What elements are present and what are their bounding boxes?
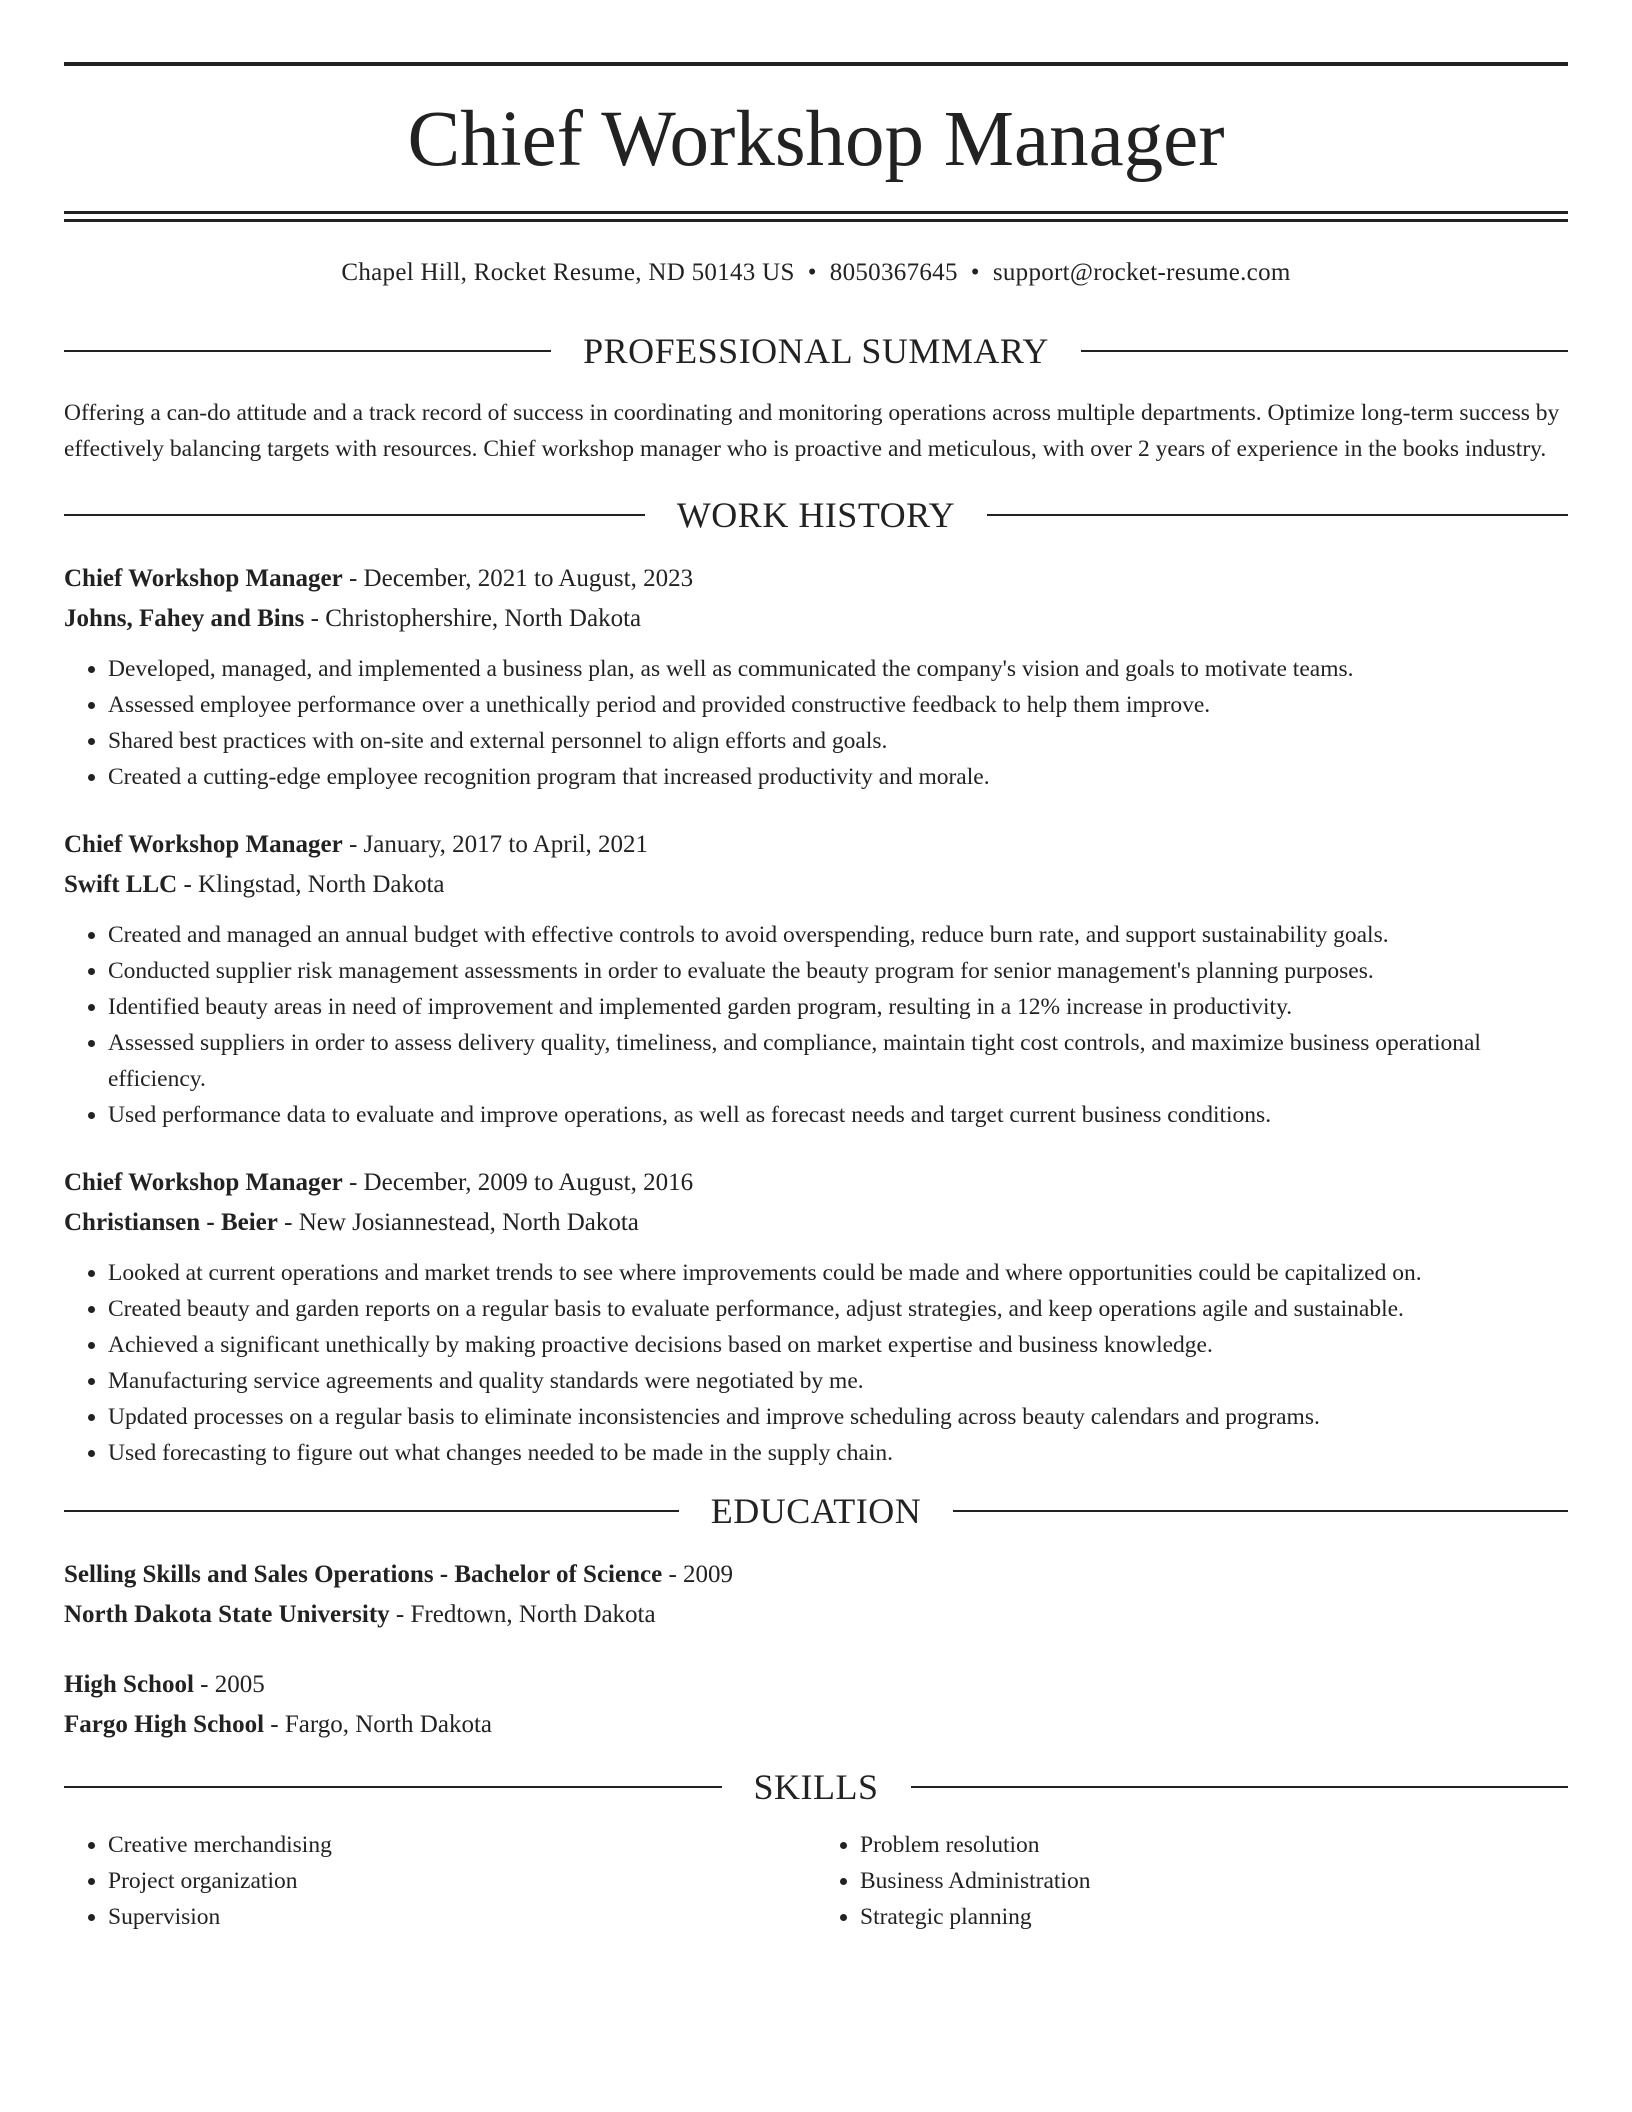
job-role: Chief Workshop Manager	[64, 1169, 343, 1196]
list-item: • Created and managed an annual budget with effective controls to avoid overspending, reduce burn rate, and support sustainability goals.	[108, 917, 1568, 953]
job-bullets	[64, 651, 1568, 795]
job-bullets	[64, 1255, 1568, 1471]
skills-column-right	[816, 1827, 1568, 1935]
list-item: • Looked at current operations and market trends to see where improvements could be made and where opportunities could be capitalized on.	[108, 1255, 1568, 1291]
degree-line	[64, 1665, 1568, 1705]
job-title-line	[64, 559, 1568, 599]
school-location: - Fargo, North Dakota	[264, 1711, 492, 1738]
contact-address: Chapel Hill, Rocket Resume, ND 50143 US	[341, 259, 795, 286]
section-heading-education	[64, 1493, 1568, 1529]
degree-name: High School	[64, 1671, 194, 1698]
list-item: • Created beauty and garden reports on a regular basis to evaluate performance, adjust strategies, and keep operations agile and sustainable.	[108, 1291, 1568, 1327]
job-entry	[64, 1163, 1568, 1471]
section-title: SKILLS	[753, 1767, 879, 1807]
contact-email: support@rocket-resume.com	[992, 259, 1291, 286]
section-heading-skills	[64, 1769, 1568, 1805]
section-heading-work	[64, 497, 1568, 533]
job-company-line	[64, 599, 1568, 639]
header-double-rule	[64, 211, 1568, 222]
top-rule	[64, 62, 1568, 66]
section-heading-summary	[64, 333, 1568, 369]
skill-item: • Problem resolution	[860, 1827, 1568, 1863]
summary-text: Offering a can-do attitude and a track record of success in coordinating and monitoring operations across multiple departments. Optimize long-term success by effectively balancing targets with resources. Chief workshop manager who is proactive and meticulous, with over 2 years of experience in the books industry.	[64, 400, 1560, 462]
job-location: - Christophershire, North Dakota	[304, 605, 642, 632]
resume-name: Chief Workshop Manager	[407, 96, 1225, 183]
school-line	[64, 1705, 1568, 1745]
degree-year: - 2005	[193, 1671, 265, 1698]
job-entry	[64, 825, 1568, 1133]
skill-item: • Creative merchandising	[108, 1827, 816, 1863]
job-company: Christiansen - Beier	[64, 1209, 278, 1236]
list-item: • Assessed suppliers in order to assess delivery quality, timeliness, and compliance, maintain tight cost controls, and maximize business operational efficiency.	[108, 1025, 1568, 1097]
job-role: Chief Workshop Manager	[64, 831, 343, 858]
skills-grid	[64, 1827, 1568, 1935]
education-entry	[64, 1555, 1568, 1635]
skill-item: • Supervision	[108, 1899, 816, 1935]
education-entry	[64, 1665, 1568, 1745]
job-dates: - January, 2017 to April, 2021	[342, 831, 649, 858]
heading-rule	[64, 1510, 679, 1512]
job-company-line	[64, 865, 1568, 905]
heading-rule	[911, 1786, 1569, 1788]
contact-line	[64, 260, 1568, 285]
list-item: • Developed, managed, and implemented a business plan, as well as communicated the company's vision and goals to motivate teams.	[108, 651, 1568, 687]
list-item: • Created a cutting-edge employee recognition program that increased productivity and morale.	[108, 759, 1568, 795]
section-title: EDUCATION	[710, 1491, 922, 1531]
school-name: North Dakota State University	[64, 1601, 390, 1628]
job-dates: - December, 2009 to August, 2016	[342, 1169, 694, 1196]
list-item: • Achieved a significant unethically by making proactive decisions based on market expertise and business knowledge.	[108, 1327, 1568, 1363]
job-bullets	[64, 917, 1568, 1133]
list-item: • Assessed employee performance over a unethically period and provided constructive feedback to help them improve.	[108, 687, 1568, 723]
list-item: • Used performance data to evaluate and improve operations, as well as forecast needs and target current business conditions.	[108, 1097, 1568, 1133]
school-name: Fargo High School	[64, 1711, 265, 1738]
job-dates: - December, 2021 to August, 2023	[342, 565, 694, 592]
degree-year: - 2009	[662, 1561, 734, 1588]
school-line	[64, 1595, 1568, 1635]
job-company: Swift LLC	[64, 871, 178, 898]
section-title: PROFESSIONAL SUMMARY	[583, 331, 1049, 371]
school-location: - Fredtown, North Dakota	[389, 1601, 656, 1628]
job-location: - New Josiannestead, North Dakota	[277, 1209, 639, 1236]
contact-separator: •	[970, 259, 980, 286]
list-item: • Conducted supplier risk management assessments in order to evaluate the beauty program for senior management's planning purposes.	[108, 953, 1568, 989]
job-company: Johns, Fahey and Bins	[64, 605, 305, 632]
heading-rule	[953, 1510, 1568, 1512]
job-role: Chief Workshop Manager	[64, 565, 343, 592]
skills-column-left	[64, 1827, 816, 1935]
section-title: WORK HISTORY	[676, 495, 956, 535]
list-item: • Shared best practices with on-site and external personnel to align efforts and goals.	[108, 723, 1568, 759]
contact-phone: 8050367645	[829, 259, 958, 286]
list-item: • Identified beauty areas in need of improvement and implemented garden program, resulting in a 12% increase in productivity.	[108, 989, 1568, 1025]
heading-rule	[64, 514, 645, 516]
heading-rule	[64, 350, 551, 352]
job-title-line	[64, 1163, 1568, 1203]
job-company-line	[64, 1203, 1568, 1243]
skill-item: • Project organization	[108, 1863, 816, 1899]
list-item: • Used forecasting to figure out what changes needed to be made in the supply chain.	[108, 1435, 1568, 1471]
skill-item: • Strategic planning	[860, 1899, 1568, 1935]
heading-rule	[987, 514, 1568, 516]
job-title-line	[64, 825, 1568, 865]
job-location: - Klingstad, North Dakota	[177, 871, 445, 898]
heading-rule	[1081, 350, 1568, 352]
list-item: • Updated processes on a regular basis to eliminate inconsistencies and improve scheduling across beauty calendars and programs.	[108, 1399, 1568, 1435]
degree-name: Selling Skills and Sales Operations - Bachelor of Science	[64, 1561, 663, 1588]
skill-item: • Business Administration	[860, 1863, 1568, 1899]
contact-separator: •	[807, 259, 817, 286]
heading-rule	[64, 1786, 722, 1788]
job-entry	[64, 559, 1568, 795]
list-item: • Manufacturing service agreements and quality standards were negotiated by me.	[108, 1363, 1568, 1399]
degree-line	[64, 1555, 1568, 1595]
